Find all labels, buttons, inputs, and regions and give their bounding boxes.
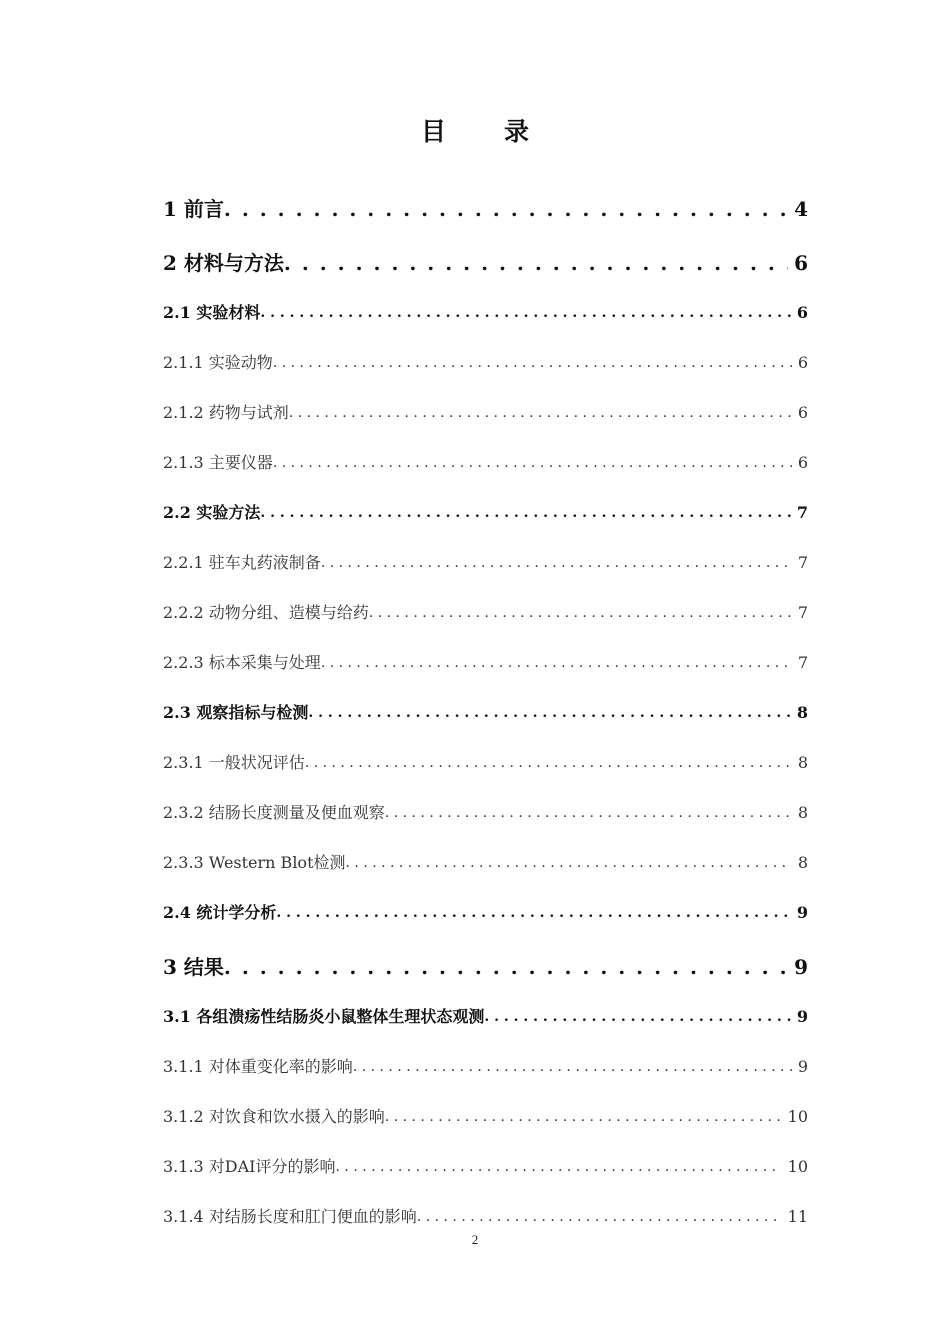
- toc-entry-page: 8: [797, 803, 808, 822]
- toc-entry[interactable]: [163, 222, 808, 276]
- toc-entry-page: 4: [794, 197, 808, 221]
- toc-entry-label: 2.1.3 主要仪器: [163, 453, 273, 472]
- toc-entry-label: 3.1.2 对饮食和饮水摄入的影响: [163, 1107, 385, 1126]
- toc-dot-leader: [385, 800, 792, 826]
- toc-dot-leader: [321, 650, 792, 676]
- toc-entry-label: 3.1.3 对DAI评分的影响: [163, 1157, 336, 1176]
- toc-entry[interactable]: [163, 980, 808, 1030]
- title-part-2: 录: [504, 117, 530, 146]
- toc-entry-label: 3.1.1 对体重变化率的影响: [163, 1057, 353, 1076]
- toc-entry-page: 7: [797, 603, 808, 622]
- toc-entry-label: 3 结果: [163, 955, 224, 979]
- toc-entry-page: 7: [797, 553, 808, 572]
- toc-entry-page: 9: [797, 1057, 808, 1076]
- toc-entry[interactable]: [163, 626, 808, 676]
- toc-dot-leader: [273, 450, 792, 476]
- toc-dot-leader: [346, 850, 792, 876]
- toc-entry[interactable]: [163, 926, 808, 980]
- toc-entry-label: 2 材料与方法: [163, 251, 284, 275]
- toc-entry[interactable]: [163, 426, 808, 476]
- toc-entry[interactable]: [163, 276, 808, 326]
- toc-entry-label: 2.3 观察指标与检测: [163, 703, 309, 722]
- toc-entry-page: 11: [787, 1207, 808, 1226]
- toc-entry-page: 8: [797, 853, 808, 872]
- toc-entry-label: 2.3.3 Western Blot检测: [163, 853, 346, 872]
- toc-entry-page: 6: [797, 453, 808, 472]
- toc-entry-label: 2.3.1 一般状况评估: [163, 753, 305, 772]
- toc-entry-page: 8: [797, 753, 808, 772]
- toc-dot-leader: [353, 1054, 792, 1080]
- toc-dot-leader: [484, 1004, 790, 1030]
- toc-entry-page: 9: [796, 903, 808, 922]
- toc-entry-page: 10: [787, 1157, 808, 1176]
- toc-entry[interactable]: [163, 1130, 808, 1180]
- toc-entry-page: 9: [796, 1007, 808, 1026]
- toc-entry[interactable]: [163, 168, 808, 222]
- toc-entry-page: 6: [797, 353, 808, 372]
- toc-dot-leader: [305, 750, 792, 776]
- toc-entry[interactable]: [163, 1030, 808, 1080]
- table-of-contents: [163, 168, 808, 1230]
- toc-entry-label: 2.4 统计学分析: [163, 903, 277, 922]
- toc-entry[interactable]: [163, 526, 808, 576]
- toc-entry-label: 2.1.1 实验动物: [163, 353, 273, 372]
- toc-entry[interactable]: [163, 826, 808, 876]
- toc-dot-leader: [336, 1154, 782, 1180]
- toc-entry-label: 1 前言: [163, 197, 224, 221]
- toc-entry-page: 9: [794, 955, 808, 979]
- toc-dot-leader: [224, 954, 788, 980]
- toc-entry-label: 3.1.4 对结肠长度和肛门便血的影响: [163, 1207, 417, 1226]
- toc-dot-leader: [284, 250, 788, 276]
- toc-entry[interactable]: [163, 876, 808, 926]
- toc-entry-label: 2.2.2 动物分组、造模与给药: [163, 603, 369, 622]
- toc-dot-leader: [276, 900, 790, 926]
- toc-dot-leader: [289, 400, 792, 426]
- toc-entry-page: 7: [797, 653, 808, 672]
- toc-entry[interactable]: [163, 726, 808, 776]
- toc-dot-leader: [321, 550, 792, 576]
- toc-entry[interactable]: [163, 576, 808, 626]
- title-part-1: 目: [420, 117, 446, 146]
- toc-entry-page: 6: [794, 251, 808, 275]
- toc-entry[interactable]: [163, 676, 808, 726]
- toc-dot-leader: [224, 196, 788, 222]
- toc-entry-page: 8: [796, 703, 808, 722]
- toc-entry-label: 2.2.1 驻车丸药液制备: [163, 553, 321, 572]
- page-number: 2: [471, 1232, 479, 1247]
- page-title: [0, 112, 950, 148]
- toc-entry-label: 3.1 各组溃疡性结肠炎小鼠整体生理状态观测: [163, 1007, 485, 1026]
- toc-entry-label: 2.2 实验方法: [163, 503, 261, 522]
- toc-entry-label: 2.3.2 结肠长度测量及便血观察: [163, 803, 385, 822]
- toc-dot-leader: [260, 300, 790, 326]
- toc-dot-leader: [308, 700, 790, 726]
- toc-entry[interactable]: [163, 376, 808, 426]
- toc-entry-page: 10: [787, 1107, 808, 1126]
- toc-entry[interactable]: [163, 1180, 808, 1230]
- toc-dot-leader: [260, 500, 790, 526]
- toc-entry[interactable]: [163, 476, 808, 526]
- toc-entry-page: 7: [796, 503, 808, 522]
- toc-entry[interactable]: [163, 1080, 808, 1130]
- toc-entry[interactable]: [163, 776, 808, 826]
- toc-entry-label: 2.2.3 标本采集与处理: [163, 653, 321, 672]
- toc-entry-page: 6: [796, 303, 808, 322]
- toc-dot-leader: [417, 1204, 782, 1230]
- toc-entry-label: 2.1.2 药物与试剂: [163, 403, 289, 422]
- toc-dot-leader: [369, 600, 792, 626]
- toc-entry-page: 6: [797, 403, 808, 422]
- toc-entry-label: 2.1 实验材料: [163, 303, 261, 322]
- toc-dot-leader: [273, 350, 792, 376]
- toc-dot-leader: [385, 1104, 782, 1130]
- toc-entry[interactable]: [163, 326, 808, 376]
